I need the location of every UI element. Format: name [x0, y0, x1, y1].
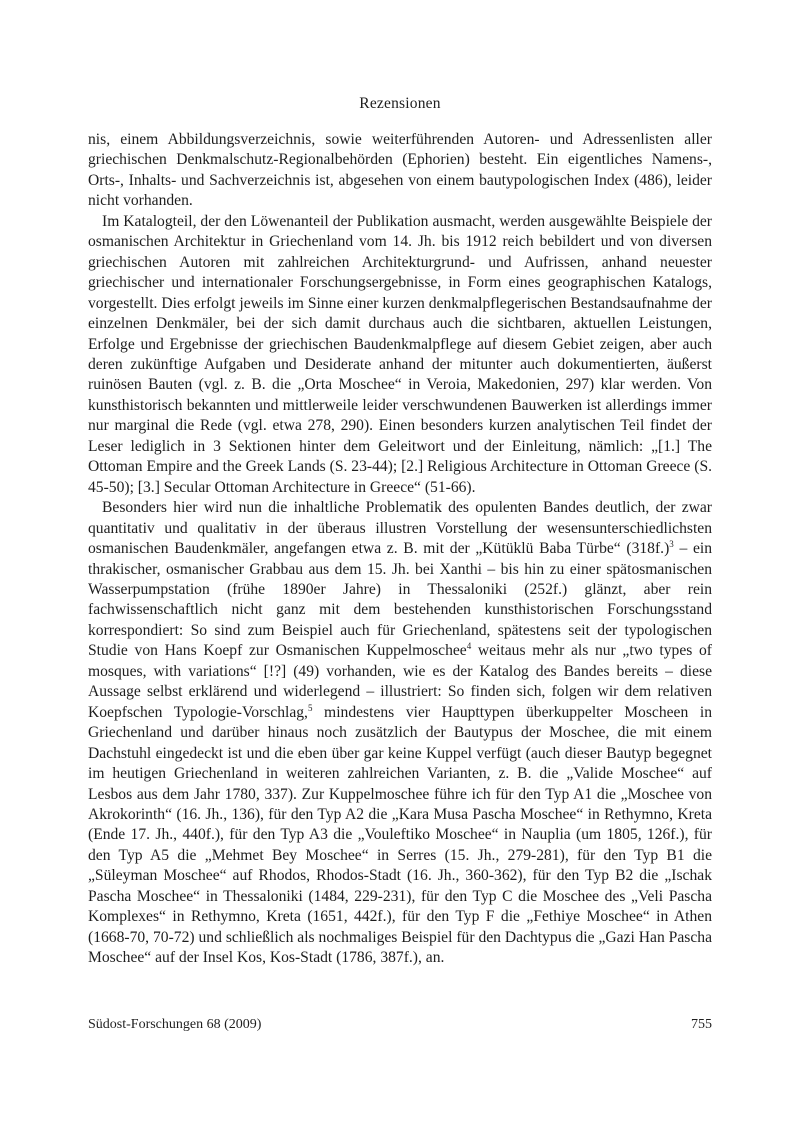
page-number: 755 [691, 1017, 712, 1032]
footnote-marker-4: 4 [466, 641, 472, 652]
footnote-marker-3: 3 [669, 538, 674, 549]
page-footer [88, 1017, 712, 1033]
paragraph-3-part-a: Besonders hier wird nun die inhaltliche Problematik des opulenten Bandes deutlich, der zwar quantitativ und qualitativ in der überaus illustren Vorstellung der wesensunterschiedlichsten osmanischen Baudenkmäler, angefangen etwa z. B. mit der „Kütüklü Baba Türbe“ (318f.) [88, 499, 712, 558]
running-head: Rezensionen [359, 95, 441, 112]
footnote-marker-5: 5 [307, 702, 313, 713]
paragraph-3-part-b: – ein thrakischer, osmanischer Grabbau aus dem 15. Jh. bei Xanthi – bis hin zu einer spätosmanischen Wasserpumpstation (frühe 1890er Jahre) in Thessaloniki (252f.) glänzt, aber rein fachwissenschaftlich nicht ganz mit dem bestehenden kunsthistorischen Forschungsstand korrespondiert: So sind zum Beispiel auch für Griechenland, spätestens seit der typologischen Studie von Hans Koepf zur Osmanischen Kuppelmoschee [88, 540, 712, 660]
paragraph-2: Im Katalogteil, der den Löwenanteil der Publikation ausmacht, werden ausgewählte Beispiele der osmanischen Architektur in Griechenland vom 14. Jh. bis 1912 reich bebildert und von diversen griechischen Autoren mit zahlreichen Architekturgrund- und Aufrissen, anhand neuester griechischer und internationaler Forschungsergebnisse, in Form eines geographischen Katalogs, vorgestellt. Dies erfolgt jeweils im Sinne einer kurzen denkmalpflegerischen Bestandsaufnahme der einzelnen Denkmäler, bei der sich damit durchaus auch die sichtbaren, aktuellen Leistungen, Erfolge und Ergebnisse der griechischen Baudenkmalpflege auf diesem Gebiet zeigen, aber auch deren zukünftige Aufgaben und Desiderate anhand der mitunter auch dokumentierten, äußerst ruinösen Bauten (vgl. z. B. die „Orta Moschee“ in Veroia, Makedonien, 297) klar werden. Von kunsthistorisch bekannten und mittlerweile leider verschwundenen Bauwerken ist allerdings immer nur marginal die Rede (vgl. etwa 278, 290). Einen besonders kurzen analytischen Teil findet der Leser lediglich in 3 Sektionen hinter dem Geleitwort und der Einleitung, nämlich: „[1.] The Ottoman Empire and the Greek Lands (S. 23-44); [2.] Religious Architecture in Ottoman Greece (S. 45-50); [3.] Secular Ottoman Architecture in Greece“ (51-66). [88, 212, 713, 496]
paragraph-3-part-c: weitaus mehr als nur „two types of mosques, with variations“ [!?] (49) vorhanden, wie es der Katalog des Bandes bereits – diese Aussage selbst erklärend und widerlegend – illustriert: So finden sich, folgen wir dem relativen Koepfschen Typologie-Vorschlag, [88, 642, 712, 721]
body-text [88, 130, 712, 969]
journal-citation: Südost-Forschungen 68 (2009) [88, 1017, 262, 1032]
paragraph-3-part-d: mindestens vier Haupttypen überkuppelter Moscheen in Griechenland und darüber hinaus noch zusätzlich der Bautypus der Moschee, die mit einem Dachstuhl eingedeckt ist und die eben über gar keine Kuppel verfügt (auch dieser Bautyp begegnet im heutigen Griechenland in weiteren zahlreichen Varianten, z. B. die „Valide Moschee“ auf Lesbos aus dem Jahr 1780, 337). Zur Kuppelmoschee führe ich für den Typ A1 die „Moschee von Akrokorinth“ (16. Jh., 136), für den Typ A2 die „Kara Musa Pascha Moschee“ in Rethymno, Kreta (Ende 17. Jh., 440f.), für den Typ A3 die „Vouleftiko Moschee“ in Nauplia (um 1805, 126f.), für den Typ A5 die „Mehmet Bey Moschee“ in Serres (15. Jh., 279-281), für den Typ B1 die „Süleyman Moschee“ auf Rhodos, Rhodos-Stadt (16. Jh., 360-362), für den Typ B2 die „Ischak Pascha Moschee“ in Thessaloniki (1484, 229-231), für den Typ C die Moschee des „Veli Pascha Komplexes“ in Rethymno, Kreta (1651, 442f.), für den Typ F die „Fethiye Moschee“ in Athen (1668-70, 70-72) und schließlich als nochmaliges Beispiel für den Dachtypus die „Gazi Han Pascha Moschee“ auf der Insel Kos, Kos-Stadt (1786, 387f.), an. [88, 703, 712, 967]
paragraph-1: nis, einem Abbildungsverzeichnis, sowie weiterführenden Autoren- und Adressenlisten aller griechischen Denkmalschutz-Regionalbehörden (Ephorien) besteht. Ein eigentliches Namens-, Orts-, Inhalts- und Sachverzeichnis ist, abgesehen von einem bautypologischen Index (486), leider nicht vorhanden. [88, 131, 712, 210]
paragraph-3 [88, 498, 712, 968]
